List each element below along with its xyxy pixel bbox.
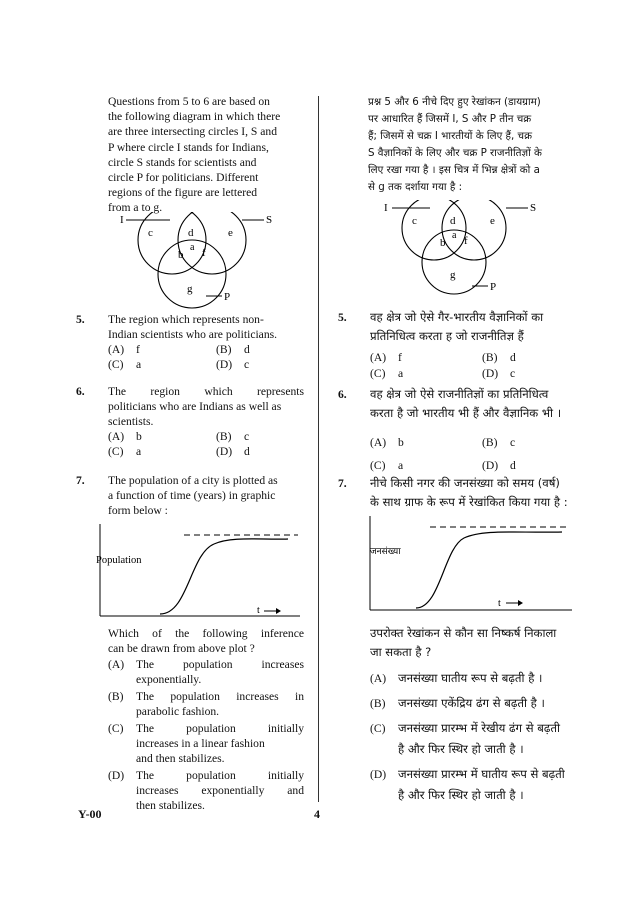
graph-xlabel: t (257, 605, 260, 616)
q6-option-a-hindi[interactable]: (A) b (370, 436, 404, 449)
q5-option-c-hindi[interactable]: (C) a (370, 367, 404, 380)
paper-code: Y-00 (78, 807, 102, 821)
svg-text:t: t (498, 598, 501, 609)
q6-option-c[interactable]: (C) a (108, 445, 142, 458)
region-label-g: g (187, 283, 193, 295)
region-label-c: c (148, 227, 153, 239)
q5-option-d[interactable]: (D) c (216, 358, 250, 371)
q7-answer-b[interactable]: (B) The population increases in parabolic fashion. (108, 690, 304, 718)
svg-text:c: c (412, 215, 417, 227)
q5-option-a-hindi[interactable]: (A) f (370, 351, 402, 364)
circle-label-s: S (266, 214, 273, 226)
venn-diagram-hindi (378, 200, 566, 298)
population-graph-hindi (366, 514, 578, 618)
svg-text:I: I (384, 202, 388, 214)
q7-answer-b-hindi[interactable]: (B) जनसंख्या एकेंद्रिय ढंग से बढ़ती है । (370, 696, 545, 710)
time-arrowhead (276, 608, 281, 614)
q5-option-b-hindi[interactable]: (B) d (482, 351, 516, 364)
circle-label-i: I (120, 214, 124, 226)
svg-text:e: e (490, 215, 495, 227)
question-6-hindi: 6. वह क्षेत्र जो ऐसे राजनीतिज्ञों का प्रतिनिधित्व करता है जो भारतीय भी हैं और वैज्ञानिक भी । (A) b (B) c (C) a (D) d (338, 385, 576, 463)
svg-text:S: S (530, 202, 537, 214)
q7-answer-d-hindi[interactable]: (D) जनसंख्या प्रारम्भ में घातीय रूप से बढ़ती है और फिर स्थिर हो जाती है । (370, 767, 565, 802)
q6-option-d[interactable]: (D) d (216, 445, 250, 458)
circle-s (178, 212, 246, 274)
question-7-inference-hindi: उपरोक्त रेखांकन से कौन सा निष्कर्ष निकाला जा सकता है ? (A) जनसंख्या घातीय रूप से बढ़ती है । (B) जनसंख्या एकेंद्रिय ढंग से बढ़ती है । (C) जनसंख्या प्रारम्भ में रेखीय ढंग से बढ़ती है और फिर स्थिर हो जाती है । (D) जनसंख्या प्रारम्भ में घातीय रूप से बढ़ती है और फिर स्थिर हो जाती है । (338, 624, 576, 808)
region-label-a: a (190, 242, 195, 253)
q7-answer-c[interactable]: (C) The population initially increases in a linear fashion and then stabilizes. (108, 722, 304, 765)
q5-option-b[interactable]: (B) d (216, 343, 250, 356)
region-label-d: d (188, 227, 194, 239)
page-number: 4 (314, 807, 320, 821)
svg-text:b: b (440, 237, 446, 249)
q6-option-b[interactable]: (B) c (216, 430, 250, 443)
q5-option-c[interactable]: (C) a (108, 358, 142, 371)
q5-option-a[interactable]: (A) f (108, 343, 140, 356)
region-label-e: e (228, 227, 233, 239)
logistic-curve (160, 539, 288, 614)
q7-answer-a-hindi[interactable]: (A) जनसंख्या घातीय रूप से बढ़ती है । (370, 671, 543, 685)
population-graph (92, 522, 306, 624)
column-divider (318, 96, 319, 802)
question-7-hindi: 7. नीचे किसी नगर की जनसंख्या को समय (वर्ष) के साथ ग्राफ के रूप में रेखांकित किया गया है : (338, 476, 568, 509)
intro-text: Questions from 5 to 6 are based on the following diagram in which there are three intersecting circles I, S and P where circle I stands for Indians, circle S stands for scientists and circle P for politicians. Different regions of the figure are lettered from a to g. (108, 95, 281, 215)
question-5: 5. The region which represents non- Indian scientists who are politicians. (A) f (B) d (C) a (D) c (76, 312, 304, 372)
svg-text:P: P (490, 281, 497, 293)
circle-i (138, 212, 206, 274)
svg-text:d: d (450, 215, 456, 227)
svg-text:f: f (464, 235, 468, 247)
svg-text:g: g (450, 269, 456, 281)
q6-option-c-hindi[interactable]: (C) a (370, 459, 404, 472)
q7-answer-d[interactable]: (D) The population initially increases exponentially and then stabilizes. (108, 769, 304, 812)
intro-text-hindi: प्रश्न 5 और 6 नीचे दिए हुए रेखांकन (डायग्राम) पर आधारित हैं जिसमें I, S और P तीन चक्र हैं; जिसमें से चक्र I भारतीयों के लिए हैं, चक्र S वैज्ञानिकों के लिए और चक्र P राजनीतिज्ञों के लिए रखा गया है । इस चित्र में भिन्न क्षेत्रों को a से g तक दर्शाया गया है : (368, 96, 542, 193)
region-label-f: f (202, 247, 206, 259)
q6-option-b-hindi[interactable]: (B) c (482, 436, 516, 449)
question-6: 6. The region which represents politicians who are Indians as well as scientists. (A) b (B) c (C) a (D) d (76, 384, 304, 459)
svg-text:a: a (452, 230, 457, 241)
graph-ylabel: Population (96, 555, 142, 566)
circle-label-p: P (224, 291, 231, 303)
q6-option-a[interactable]: (A) b (108, 430, 142, 443)
q7-answer-a[interactable]: (A) The population increases exponentially. (108, 658, 304, 686)
q7-answer-c-hindi[interactable]: (C) जनसंख्या प्रारम्भ में रेखीय ढंग से बढ़ती है और फिर स्थिर हो जाती है । (370, 721, 561, 756)
graph-ylabel-hindi: जनसंख्या (370, 547, 401, 557)
region-label-b: b (178, 249, 184, 261)
question-5-hindi: 5. वह क्षेत्र जो ऐसे गैर-भारतीय वैज्ञानिकों का प्रतिनिधित्व करता ह जो राजनीतिज्ञ हैं (A) f (B) d (C) a (D) c (338, 308, 576, 378)
question-7-inference: Which of the following inference can be drawn from above plot ? (A) The population increases exponentially. (B) The population increases in parabolic fashion. (C) The population initially increases in a linear fashion and then stabilizes. (D) The population initially increases exponentially and then stabilizes. (108, 627, 304, 812)
venn-diagram (114, 212, 302, 310)
q6-option-d-hindi[interactable]: (D) d (482, 459, 516, 472)
q5-option-d-hindi[interactable]: (D) c (482, 367, 516, 380)
question-7: 7. The population of a city is plotted as a function of time (years) in graphic form below : (76, 474, 278, 517)
